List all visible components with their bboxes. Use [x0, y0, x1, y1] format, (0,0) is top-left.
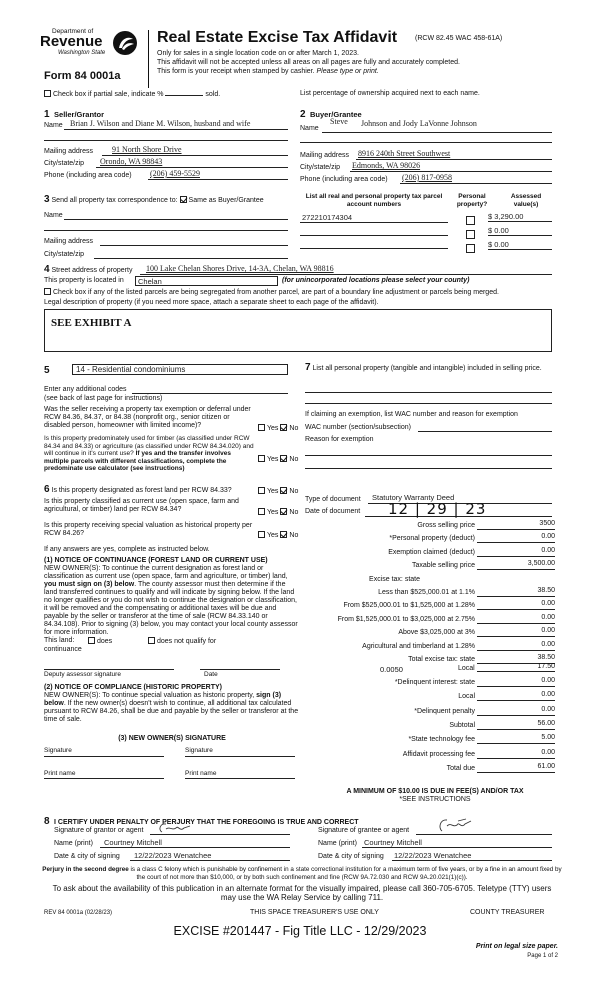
dept-name: Revenue: [40, 33, 103, 50]
tax-row-label: Affidavit processing fee: [402, 750, 475, 758]
tax-row-label: *State technology fee: [408, 736, 475, 744]
section4-street-label: 4 Street address of property: [44, 264, 133, 275]
segregated-note: Check box if any of the listed parcels are being segregated from another parcel, are part of a boundary line adjustment or parcels being merged.: [44, 288, 564, 297]
property-address[interactable]: 100 Lake Chelan Shores Drive, 14-3A, Chelan, WA 98816: [146, 264, 334, 273]
grantee-signature: [436, 815, 476, 835]
tax-row: [305, 736, 555, 747]
continuance-label: continuance: [44, 646, 82, 653]
if-yes-note: If any answers are yes, complete as instructed below.: [44, 546, 210, 553]
timber-question: Is this property predominately used for timber (as classified under RCW 84.34 and 84.33) or agriculture (as classified under RCW 84.34.020) and will continue in it's current use? If yes and the transfer involves multiple parcels with different classifications, complete the predominate use calculator (see instructions): [44, 435, 254, 472]
deputy-date-label: Date: [204, 671, 218, 678]
tax-row-value[interactable]: 0.00: [477, 533, 555, 543]
tax-row: [305, 719, 555, 733]
tax-row: [305, 748, 555, 762]
form-number: Form 84 0001a: [44, 70, 121, 82]
tax-row: [305, 640, 555, 654]
treasurer-only: THIS SPACE TREASURER'S USE ONLY: [250, 909, 379, 916]
doc-date-label: Date of document: [305, 508, 361, 515]
header-divider: [148, 30, 149, 88]
minimum-due: A MINIMUM OF $10.00 IS DUE IN FEE(S) AND/OR TAX: [346, 788, 524, 795]
assessed-value-3[interactable]: $ 0.00: [488, 240, 552, 250]
tax-row: [305, 576, 555, 587]
assessed-value-2[interactable]: $ 0.00: [488, 226, 552, 236]
tax-row-value[interactable]: 0.00: [477, 691, 555, 701]
grantor-signature: [156, 820, 196, 836]
tax-row-label: Local: [458, 693, 475, 701]
tax-row-value[interactable]: 0.00: [477, 749, 555, 759]
located-note: (for unincorporated locations please select your county): [282, 277, 470, 284]
tax-row-label: Agricultural and timberland at 1.28%: [362, 642, 475, 650]
grantor-date[interactable]: 12/22/2023 Wenatchee: [134, 851, 212, 860]
header-note-3: This form is your receipt when stamped by cashier. Please type or print.: [157, 68, 379, 75]
excise-stamp: EXCISE #201447 - Fig Title LLC - 12/29/2023: [173, 924, 427, 938]
grantor-name-label: Name (print): [54, 840, 93, 847]
seller-name-label: Name: [44, 122, 63, 129]
same-as-buyer-checkbox[interactable]: [180, 196, 187, 203]
section3-name-label: Name: [44, 212, 63, 219]
owner-print-2-label: Print name: [185, 770, 217, 777]
current-use-question: Is this property classified as current use (open space, farm and agricultural, or timber) land per RCW 84.34?: [44, 498, 239, 513]
tax-row-value[interactable]: 3500: [477, 520, 555, 530]
parcel-header: List all real and personal property tax parcel account numbers: [305, 193, 443, 208]
tax-row-value[interactable]: 3,500.00: [477, 560, 555, 570]
tax-row-value[interactable]: 0.00: [477, 641, 555, 651]
buyer-heading: 2 Buyer/Grantee: [300, 109, 362, 120]
tax-row: [305, 693, 555, 704]
current-use-no-checkbox[interactable]: [280, 508, 287, 515]
grantee-name-label: Name (print): [318, 840, 357, 847]
personal-header: Personal property?: [456, 193, 488, 208]
deputy-signature-label: Deputy assessor signature: [44, 671, 121, 678]
perjury-notice: Perjury in the second degree is a class C felony which is punishable by confinement in a state correctional institution for a maximum term of five years, or by a fine in an amount fixed by the court of not more than $10,000, or by both such confinement and fine (RCW 9A.72.030 and RCW 9A.20.021(1)(c)).: [42, 866, 562, 881]
historic-yes-checkbox[interactable]: [258, 531, 265, 538]
tax-row-label: From $1,525,000.01 to $3,025,000 at 2.75%: [337, 615, 475, 623]
notice-continuance-text: NEW OWNER(S): To continue the current designation as forest land or classification as current use (open space, farm and agriculture, or timber) land, you must sign on (3) below. The county assessor must then determine if the land transferred continues to qualify and will indicate by signing below. If the land no longer qualifies or you do not wish to continue the designation or classification, it will be removed and the compensating or additional taxes will be due and payable by the seller or transferor at the time of sale (RCW 84.33.140 or 84.34.108). Prior to signing (3) below, you may contact your local county assessor for more information.: [44, 565, 298, 636]
personal-property-checkbox-3[interactable]: [466, 239, 477, 257]
section8-heading: 8 I CERTIFY UNDER PENALTY OF PERJURY THAT THE FOREGOING IS TRUE AND CORRECT: [44, 816, 359, 827]
grantor-signature-label: Signature of grantor or agent: [54, 827, 144, 834]
tax-row-label: Total excise tax: state: [408, 656, 475, 663]
grantee-date[interactable]: 12/22/2023 Wenatchee: [394, 851, 472, 860]
parcel-number-1[interactable]: 272210174304: [302, 213, 353, 222]
tax-row: [305, 535, 555, 546]
tax-row: [305, 589, 555, 600]
page-number: Page 1 of 2: [527, 953, 558, 959]
buyer-name-rest[interactable]: Johnson and Jody LaVonne Johnson: [361, 119, 477, 128]
tax-row-label: *Delinquent penalty: [414, 707, 475, 715]
does-not-checkbox[interactable]: [148, 637, 155, 644]
revision: REV 84 0001a (02/28/23): [44, 910, 113, 916]
seller-city[interactable]: Orondo, WA 98843: [100, 157, 163, 166]
forest-question: 6 Is this property designated as forest land per RCW 84.33?: [44, 484, 232, 495]
does-checkbox[interactable]: [88, 637, 95, 644]
section3-mailing-label: Mailing address: [44, 238, 94, 245]
current-use-answer: Yes No: [258, 508, 298, 517]
legal-label: Legal description of property (if you need more space, attach a separate sheet to each page of the affidavit).: [44, 299, 379, 306]
exemption-answer: Yes No: [258, 424, 298, 433]
tax-row-label: Subtotal: [449, 721, 475, 729]
tax-row: [305, 762, 555, 776]
tax-row-value[interactable]: 5.00: [477, 734, 555, 744]
current-use-yes-checkbox[interactable]: [258, 508, 265, 515]
tax-row-label: From $525,000.01 to $1,525,000 at 1.28%: [343, 602, 475, 610]
forest-no-checkbox[interactable]: [280, 487, 287, 494]
assessed-value-1[interactable]: $ 3,290.00: [488, 212, 552, 222]
seller-mailing[interactable]: 91 North Shore Drive: [112, 145, 182, 154]
grantee-signature-label: Signature of grantee or agent: [318, 827, 410, 834]
tax-row-value[interactable]: 38.50: [477, 587, 555, 597]
tax-row-label: Excise tax: state: [369, 575, 420, 583]
exemption-list-label: If claiming an exemption, list WAC number and reason for exemption: [305, 411, 518, 418]
tax-row: [305, 602, 555, 613]
tax-row: [305, 546, 555, 560]
tax-row-value[interactable]: 61.00: [477, 763, 555, 773]
header-note-2: This affidavit will not be accepted unless all areas on all pages are fully and accurately completed.: [157, 59, 460, 66]
forest-yes-checkbox[interactable]: [258, 487, 265, 494]
dept-state: Washington State: [58, 50, 106, 56]
ownership-note: List percentage of ownership acquired next to each name.: [300, 90, 480, 97]
buyer-name-label: Name: [300, 125, 319, 132]
partial-sale: Check box if partial sale, indicate % sold.: [44, 90, 220, 99]
owner-print-1-label: Print name: [44, 770, 76, 777]
tax-row-label: Above $3,025,000 at 3%: [398, 629, 475, 637]
section7-heading: 7 List all personal property (tangible and intangible) included in selling price.: [305, 362, 542, 373]
seller-phone[interactable]: (206) 459-5529: [150, 169, 200, 178]
grantor-name[interactable]: Courtney Mitchell: [104, 838, 162, 847]
does-option: does: [88, 637, 112, 646]
tax-row-value[interactable]: 0.00: [477, 614, 555, 624]
land-use-select[interactable]: 14 - Residential condominiums: [72, 364, 288, 375]
legal-description: SEE EXHIBIT A: [51, 317, 132, 329]
tax-row-value[interactable]: 0.00: [477, 677, 555, 687]
tax-row-value[interactable]: 0.00: [477, 600, 555, 610]
historic-question: Is this property receiving special valuation as historical property per RCW 84.26?: [44, 522, 253, 537]
historic-no-checkbox[interactable]: [280, 531, 287, 538]
see-instructions: *SEE INSTRUCTIONS: [399, 796, 471, 803]
timber-no-checkbox[interactable]: [280, 455, 287, 462]
exemption-question: Was the seller receiving a property tax exemption or deferral under RCW 84.36, 84.37, or 84.38 (nonprofit org., senior citizen or disabled person, homeowner with limited income)?: [44, 406, 251, 429]
seller-name[interactable]: Brian J. Wilson and Diane M. Wilson, husband and wife: [70, 119, 251, 128]
legal-paper-note: Print on legal size paper.: [475, 943, 558, 950]
tax-row-value[interactable]: 0.00: [477, 627, 555, 637]
county-treasurer: COUNTY TREASURER: [470, 909, 545, 916]
section3-heading: 3 Send all property tax correspondence to: Same as Buyer/Grantee: [44, 194, 264, 205]
notice-compliance-title: (2) NOTICE OF COMPLIANCE (HISTORIC PROPERTY): [44, 684, 222, 691]
grantor-date-label: Date & city of signing: [54, 853, 120, 860]
tax-row: [305, 705, 555, 719]
grantee-name[interactable]: Courtney Mitchell: [364, 838, 422, 847]
assessed-header: Assessed value(s): [510, 193, 542, 208]
reason-label: Reason for exemption: [305, 436, 374, 443]
seller-mailing-label: Mailing address: [44, 148, 94, 155]
located-label: This property is located in: [44, 277, 124, 284]
grantee-date-label: Date & city of signing: [318, 853, 384, 860]
partial-sale-checkbox[interactable]: [44, 90, 51, 97]
tax-row-label: *Personal property (deduct): [389, 535, 475, 543]
doc-type[interactable]: Statutory Warranty Deed: [372, 493, 455, 502]
seller-phone-label: Phone (including area code): [44, 172, 132, 179]
buyer-name-first[interactable]: Steve: [330, 117, 348, 126]
seller-heading: 1 Seller/Grantor: [44, 109, 105, 120]
tax-row: [305, 522, 555, 533]
local-tax-value[interactable]: 17.50: [477, 663, 555, 672]
buyer-mailing[interactable]: 8916 240th Street Southwest: [358, 149, 451, 158]
buyer-phone[interactable]: (206) 817-0958: [402, 173, 452, 182]
tax-row-value[interactable]: 0.00: [477, 706, 555, 716]
seller-city-label: City/state/zip: [44, 160, 85, 167]
tax-row: [305, 679, 555, 690]
segregated-checkbox[interactable]: [44, 288, 51, 295]
tax-row-label: Total due: [446, 764, 475, 772]
local-label: Local: [458, 665, 475, 672]
historic-answer: Yes No: [258, 531, 298, 540]
buyer-phone-label: Phone (including area code): [300, 176, 388, 183]
alt-format-notice: To ask about the availability of this publication in an alternate format for the visually impaired, please call 360-705-6705. Teletype (TTY) users may use the WA Relay Service by calling 711.: [52, 884, 552, 902]
header-note-1: Only for sales in a single location code on or after March 1, 2023.: [157, 50, 359, 57]
does-not-option: does not qualify for: [148, 637, 216, 646]
timber-yes-checkbox[interactable]: [258, 455, 265, 462]
form-title: Real Estate Excise Tax Affidavit: [157, 29, 398, 46]
tax-row-value[interactable]: 0.00: [477, 547, 555, 557]
owner-signature-1-label: Signature: [44, 747, 72, 754]
tax-row-label: Less than $525,000.01 at 1.1%: [378, 589, 475, 596]
tax-row-label: Taxable selling price: [411, 562, 475, 570]
wac-label: WAC number (section/subsection): [305, 424, 411, 431]
tax-row: [305, 629, 555, 640]
tax-row-label: Gross selling price: [417, 522, 475, 529]
tax-row: [305, 562, 555, 573]
local-rate: 0.0050: [380, 665, 403, 674]
timber-answer: Yes No: [258, 455, 298, 464]
tax-row-value[interactable]: 56.00: [477, 720, 555, 730]
tax-row-label: Exemption claimed (deduct): [388, 548, 475, 556]
new-owner-signature-title: (3) NEW OWNER(S) SIGNATURE: [118, 735, 226, 742]
doc-type-label: Type of document: [305, 496, 361, 503]
exemption-no-checkbox[interactable]: [280, 424, 287, 431]
this-land-label: This land:: [44, 637, 75, 644]
notice-compliance-text: NEW OWNER(S): To continue special valuation as historic property, sign (3) below. If the new owner(s) doesn't wish to continue, all additional tax calculated pursuant to RCW 84.26, shall be due and payable by the seller or transferor at the time of sale.: [44, 692, 299, 723]
buyer-city-label: City/state/zip: [300, 164, 341, 171]
located-select[interactable]: Chelan: [135, 276, 278, 286]
forest-answer: Yes No: [258, 487, 298, 496]
tax-row: [305, 613, 555, 627]
doc-date[interactable]: 12 | 29 | 23: [388, 500, 487, 518]
see-back: (see back of last page for instructions): [44, 395, 163, 402]
dept-line: Department of: [52, 28, 94, 35]
legal-description-box[interactable]: [44, 309, 552, 352]
buyer-mailing-label: Mailing address: [300, 152, 350, 159]
exemption-yes-checkbox[interactable]: [258, 424, 265, 431]
owner-signature-2-label: Signature: [185, 747, 213, 754]
dor-logo-icon: [112, 30, 138, 56]
section3-city-label: City/state/zip: [44, 251, 85, 258]
section5-num: 5: [44, 365, 50, 376]
additional-codes: Enter any additional codes: [44, 386, 127, 393]
tax-row-label: *Delinquent interest: state: [394, 679, 475, 686]
form-rcw: (RCW 82.45 WAC 458-61A): [415, 35, 503, 42]
buyer-city[interactable]: Edmonds, WA 98026: [352, 161, 421, 170]
tax-row-value[interactable]: 38.50: [477, 654, 555, 664]
notice-continuance-title: (1) NOTICE OF CONTINUANCE (FOREST LAND OR CURRENT USE): [44, 557, 268, 564]
